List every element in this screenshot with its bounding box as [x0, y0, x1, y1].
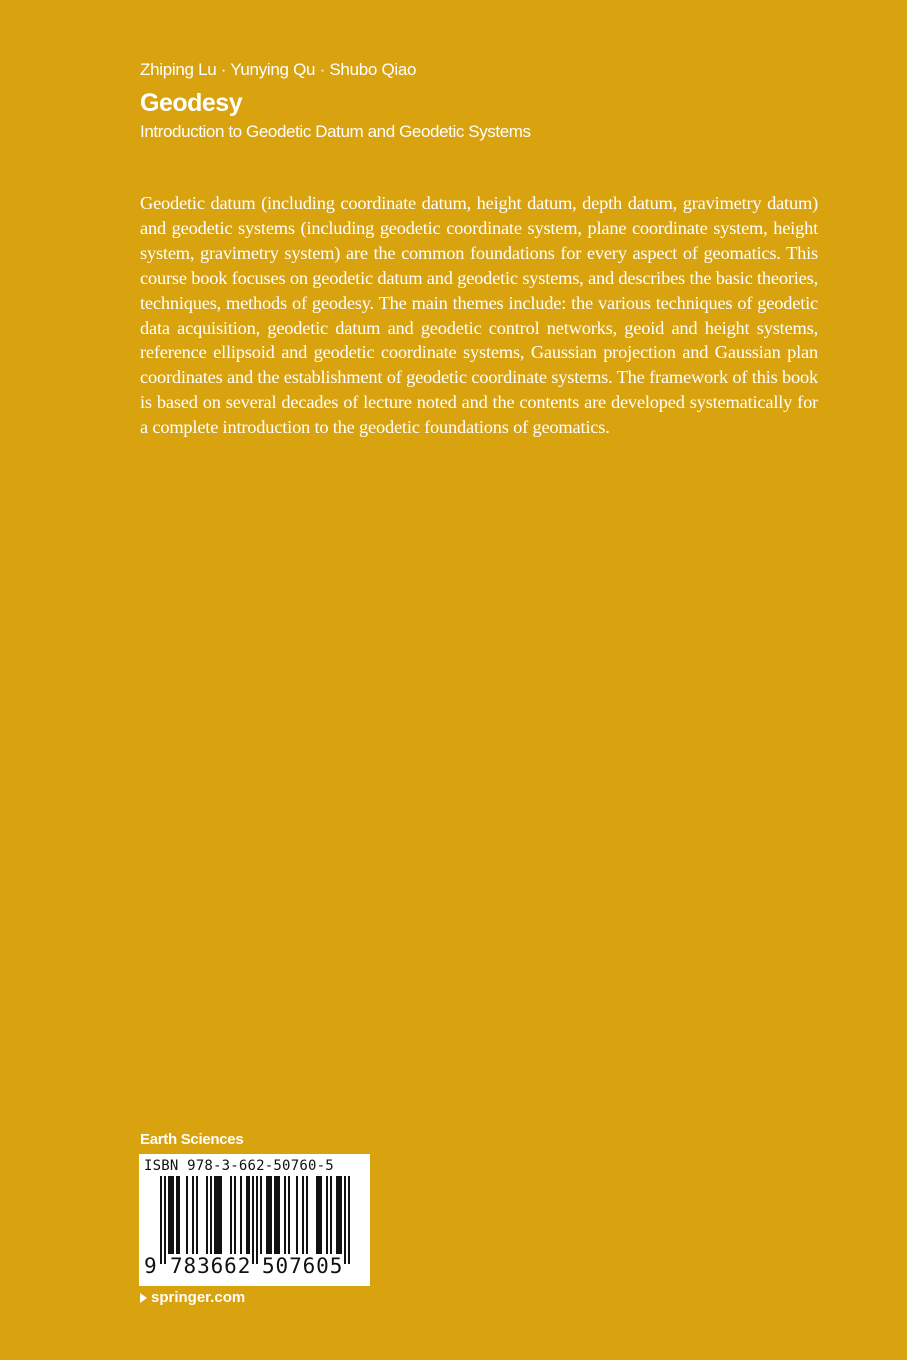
barcode-guard-bar [252, 1176, 254, 1264]
barcode-bar [210, 1176, 212, 1254]
barcode-bar [218, 1176, 220, 1254]
barcode-bar [266, 1176, 268, 1254]
barcode-guard-bar [348, 1176, 350, 1264]
barcode-guard-bar [164, 1176, 166, 1264]
ean-first-digit: 9 [144, 1254, 157, 1278]
barcode-guard-bar [256, 1176, 258, 1264]
barcode-bar [318, 1176, 320, 1254]
barcode-guard-bar [344, 1176, 346, 1264]
barcode-bar [216, 1176, 218, 1254]
barcode-bar [206, 1176, 208, 1254]
barcode-bar [170, 1176, 172, 1254]
book-description: Geodetic datum (including coordinate datum, height datum, depth datum, gravimetry datum) and geodetic systems (including geodetic coordinate system, plane coordinate system, height system, gravimetry system) are the common foundations for every aspect of geomatics. This course book focuses on geodetic datum and geodetic systems, and describes the basic theories, techniques, methods of geodesy. The main themes include: the various techniques of geodetic data acquisition, geodetic datum and geodetic control networks, geoid and height systems, reference ellipsoid and geodetic coordinate systems, Gaussian projection and Gaussian plan coordinates and the establishment of geodetic coordinate systems. The framework of this book is based on several decades of lecture noted and the contents are developed systematically for a complete introduction to the geodetic foundations of geomatics. [140, 193, 818, 438]
barcode-bar [336, 1176, 338, 1254]
barcode-bar [178, 1176, 180, 1254]
barcode-bar [192, 1176, 194, 1254]
barcode-bar [168, 1176, 170, 1254]
ean-left-digits: 783662 [170, 1254, 252, 1278]
barcode-bar [240, 1176, 242, 1254]
publisher-website-text: springer.com [151, 1289, 246, 1306]
barcode-bar [230, 1176, 232, 1254]
ean-right-digits: 507605 [262, 1254, 344, 1278]
barcode-bar [302, 1176, 304, 1254]
arrow-right-icon [140, 1293, 147, 1303]
barcode-bar [172, 1176, 174, 1254]
barcode-bar [326, 1176, 328, 1254]
isbn-label: ISBN 978-3-662-50760-5 [144, 1158, 334, 1174]
barcode-bar [316, 1176, 318, 1254]
barcode-bar [176, 1176, 178, 1254]
barcode-bar [268, 1176, 270, 1254]
subject-category: Earth Sciences [140, 1131, 244, 1148]
barcode-bar [234, 1176, 236, 1254]
barcode-bar [306, 1176, 308, 1254]
barcode-bar [260, 1176, 262, 1254]
book-title: Geodesy [140, 89, 243, 117]
barcode-guard-bar [160, 1176, 162, 1264]
barcode-bar [288, 1176, 290, 1254]
barcode-bar [186, 1176, 188, 1254]
barcode-bar [338, 1176, 340, 1254]
barcode-bar [248, 1176, 250, 1254]
barcode-bar [330, 1176, 332, 1254]
barcode-bar [278, 1176, 280, 1254]
barcode-bar [276, 1176, 278, 1254]
barcode-bar [284, 1176, 286, 1254]
barcode-bar [214, 1176, 216, 1254]
barcode-bar [274, 1176, 276, 1254]
barcode-bar [220, 1176, 222, 1254]
authors: Zhiping Lu · Yunying Qu · Shubo Qiao [140, 60, 417, 79]
barcode-bar [320, 1176, 322, 1254]
book-subtitle: Introduction to Geodetic Datum and Geodetic Systems [140, 122, 531, 141]
publisher-website[interactable] [140, 1289, 245, 1306]
barcode-bar [340, 1176, 342, 1254]
barcode-bar [296, 1176, 298, 1254]
barcode-bar [196, 1176, 198, 1254]
barcode-bar [246, 1176, 248, 1254]
barcode-bar [270, 1176, 272, 1254]
